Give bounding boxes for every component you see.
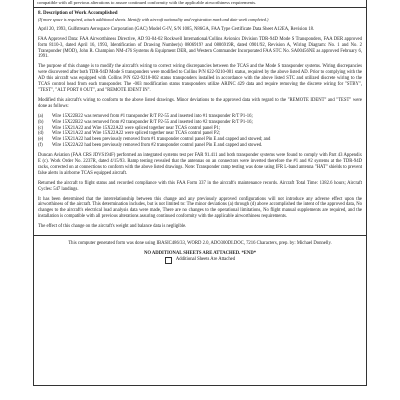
list-item: (b) Wire 15X22B22 was removed from #2 transponder R/T P2-55 and inserted into #2 transponder R/T P1-16;: [38, 119, 253, 125]
additional-sheets-row: [38, 257, 362, 264]
form-content: [38, 11, 362, 380]
divider: [33, 235, 367, 236]
additional-sheets-label: Additional Sheets Are Attached: [175, 257, 236, 263]
carryover-text: compatible with all previous alterations to assure continued conformity with the applicable airworthiness requirements.: [33, 0, 367, 8]
list-item: (e) Wire 15X21A22 had been previously removed from #1 transponder control panel Pin E and capped and stowed; and: [38, 137, 271, 143]
footer-note: This computer generated form was done using IBASIC486/33, WORD 2.0, ADO300DI.DOC, 7216 Characters, prep. by: Michael Donnelly.: [68, 241, 332, 247]
no-sheets-line: NO ADDITIONAL SHEETS ARE ATTACHED. *END*: [143, 251, 257, 256]
paragraph-return-to-service: Returned the aircraft to flight status and recorded compliance with this FAA Form 337 in the aircraft's maintenance records. Aircraft Total Time: 1382.6 hours; Aircraft Cycles: 547 landings.: [38, 180, 362, 192]
paragraph-testing: Duncan Aviation (FAA CRS JDVS194F) performed an integrated systems test per FAR 91.411 and both transponder systems were found to comply with Part 43 Appendix E (c). Work Order No. 2237R, dated 4/15/93. Ramp testing revealed that the antennas on an connectors were inverted therefore the #1 and #2 systems at the TDR-94D racks, corrected on at connections to conform with the above listed drawings. Note: Transponder ramp testing was done using IFR L-band antenna "HAT" shields to prevent false alerts in airborne TCAS equipped aircraft.: [38, 153, 362, 176]
list-item: (c) Wire 15X21A22 and Wire 15X22A22 were spliced together near TCAS control panel P1;: [38, 125, 221, 131]
paragraph-weight-balance: The effect of this change on the aircraft's weight and balance data is negligible.: [38, 224, 187, 230]
paragraph-approved-data: FAA Approved Data: FAA Airworthiness Directive, AD 93-04-02 Rockwell International/Collins Avionics Division TDR-94D Mode S Transponders, FAA DER approved form 8110-3, dated April 16, 1993, Identification of Drawing Number(s) 0806919? and 0806919R, dated 0901/92, Revision A, Wiring Diagram: No. 1 and No. 2 Transponder (MOD), John R. Champion NM-476 Systems & Equipment DER, and Western Commander Incorporated FAA STC No. SA00456NE as approved February 6, 1991.: [38, 36, 362, 60]
paragraph-modification: Modified this aircraft's wiring to conform to the above listed drawings. Minor deviations to the approved data with regard to the "REMOTE IDENT" and "TEST" were done as follows:: [38, 97, 362, 109]
section-heading: 8. Description of Work Accomplished: [38, 11, 118, 16]
list-item: (d) Wire 15X21A22 and Wire 15X22A22 were spliced together near TCAS control panel P2;: [38, 131, 221, 137]
deviation-list: [38, 114, 362, 149]
list-item: (a) Wire 15X22B22 was removed from #1 transponder R/T P2-55 and inserted into #1 transponder R/T P1-16;: [38, 113, 253, 119]
section-subheading: (If more space is required, attach additional sheets. Identify with aircraft nationality and registration mark and date work completed.): [38, 16, 269, 22]
paragraph-determination: It has been determined that the interrelationship between this change and any previously approved configurations will not introduce any adverse effect upon the airworthiness of the aircraft. This determination includes, but is not limited to: The minor deviations (a) through (d) above accomplished the intent of the approved data, No changes to the aircraft's electrical load analysis data were made, There are no changes to the operational limitations, No flight manual supplements are required, and the installation is compatible with all previous alterations assuring continued conformity with the applicable airworthiness requirements.: [38, 196, 362, 220]
paragraph-purpose: The purpose of this change is to modify the aircraft's wiring to correct wiring discrepancies between the TCAS and the Mode S transponder systems. Wiring discrepancies were discovered after both TDR-94D Mode S transponders were modified to Collins P/N 622-9210-001 status, required by the above listed AD. Prior to complying with the AD this aircraft was equipped with Collins P/N 622-9210-002 status transponders installed in accordance with the above listed STC and utilized discrete wiring to the TCAS control head from each transponder. The -003 modification status transponders utilize ARINC 429 data and require removing the discrete wiring for "STBY", "TEST", "ALT PORT 0 OUT", and "REMOTE IDENT IN".: [38, 64, 362, 93]
checkbox-icon[interactable]: [165, 257, 172, 264]
paragraph-aircraft: April 20, 1993, Gulfstream Aerospace Corporation (GAC) Model G-IV, S/N 1085, N86GA, FAA Type Certificate Data Sheet A12EA, Revision 18.: [38, 26, 315, 32]
list-item: (f) Wire 15X22A22 had been previously removed from #2 transponder control panel Pin E and capped and stowed.: [38, 143, 263, 149]
